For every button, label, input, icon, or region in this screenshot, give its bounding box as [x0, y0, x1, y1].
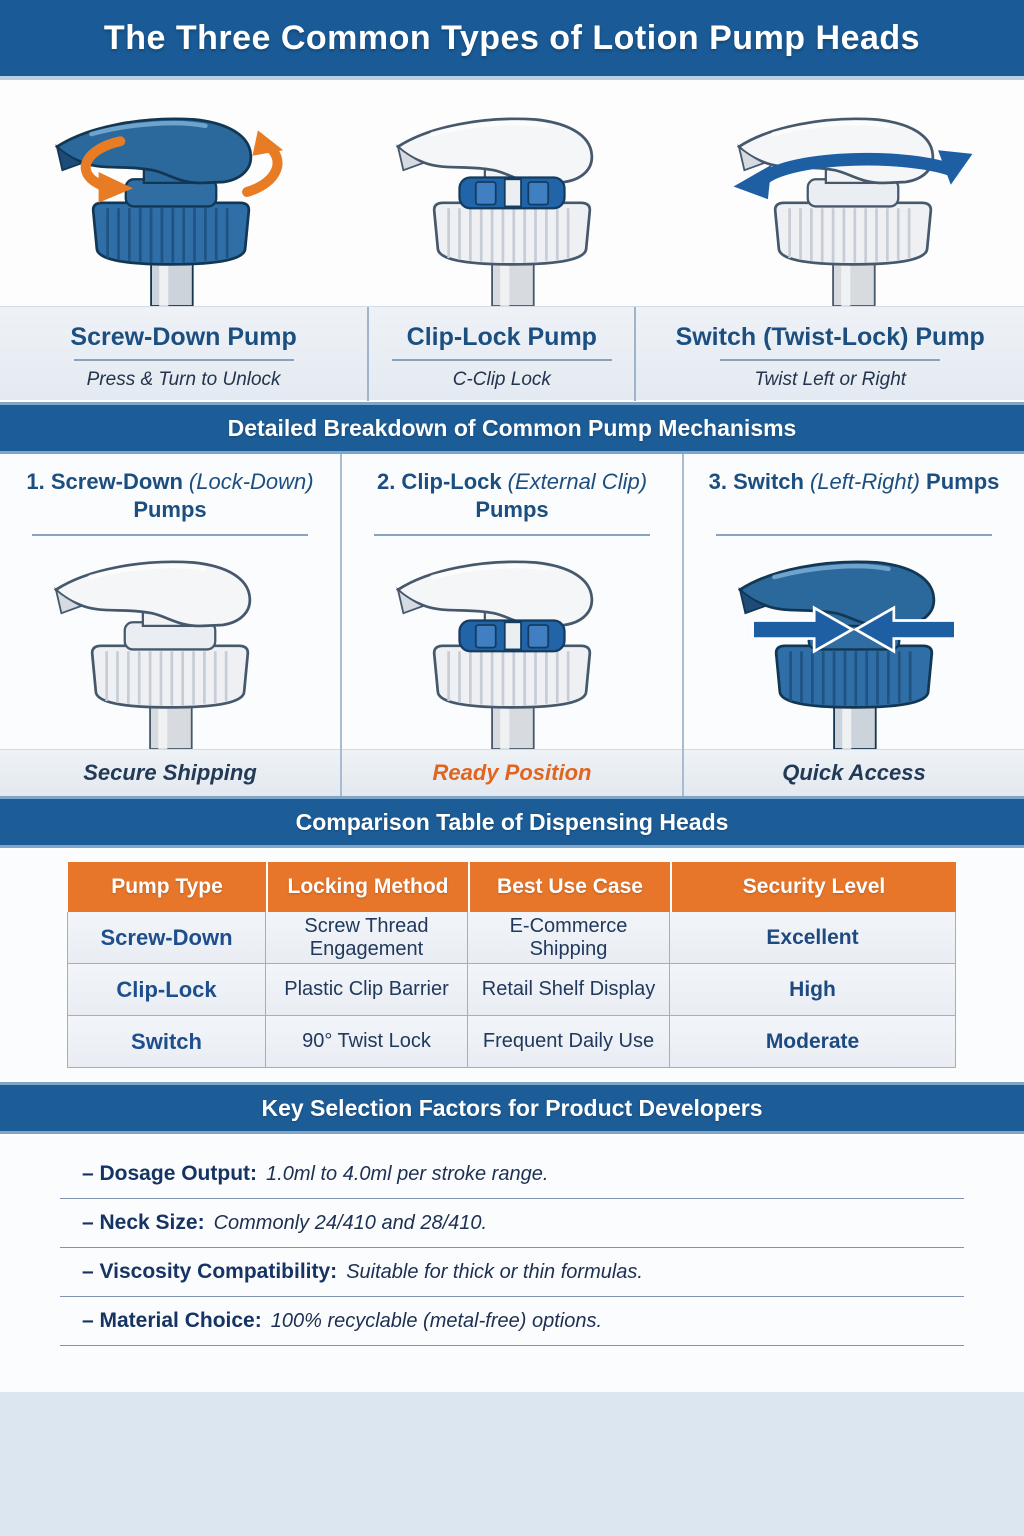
mechanism-heading: [342, 454, 682, 536]
heading-title: 2. Clip-Lock: [376, 469, 502, 494]
table-cell: Switch: [67, 1016, 266, 1068]
factor-label: – Dosage Output:: [82, 1162, 258, 1185]
factor-item: [60, 1199, 964, 1248]
section-header-mechanisms: [0, 402, 1024, 454]
divider: [74, 359, 294, 361]
section-header-factors: [0, 1082, 1024, 1134]
page-title: [0, 0, 1024, 80]
clip-lock-label: [367, 307, 636, 401]
table-cell: Screw-Down: [67, 912, 266, 964]
factor-label: – Viscosity Compatibility:: [82, 1260, 338, 1283]
pump-subtitle: C-Clip Lock: [452, 369, 551, 390]
divider: [392, 359, 612, 361]
ready-pump-figure: [342, 536, 682, 749]
table-cell: E-Commerce Shipping: [467, 912, 670, 964]
column-header: Pump Type: [68, 862, 266, 912]
factor-value: 100% recyclable (metal-free) options.: [270, 1309, 602, 1332]
pump-subtitle: Twist Left or Right: [754, 369, 907, 390]
pump-subtitle: Press & Turn to Unlock: [86, 369, 281, 390]
factor-label: – Neck Size:: [82, 1211, 205, 1234]
heading-title: 3. Switch: [708, 469, 804, 494]
pump-label-row: [0, 306, 1024, 402]
screw-down-pump-figure: [0, 80, 341, 306]
pump-name: Screw-Down Pump: [70, 323, 297, 351]
factor-value: 1.0ml to 4.0ml per stroke range.: [266, 1162, 549, 1185]
column-header: Security Level: [670, 862, 956, 912]
mechanism-screw-down: [0, 454, 340, 796]
heading-title: 1. Screw-Down: [26, 469, 183, 494]
factor-value: Commonly 24/410 and 28/410.: [213, 1211, 488, 1234]
plain-white-pump-icon: [20, 539, 320, 749]
mechanism-detail-row: [0, 454, 1024, 796]
switch-pump-icon: [703, 96, 1003, 306]
pump-name: Clip-Lock Pump: [406, 323, 597, 351]
mechanism-heading-line: [377, 468, 647, 523]
pump-name: Switch (Twist-Lock) Pump: [675, 323, 985, 351]
clip-lock-pump-icon: [362, 539, 662, 749]
table-cell: High: [669, 964, 956, 1016]
screw-down-pump-icon: [21, 96, 321, 306]
column-header: Best Use Case: [468, 862, 670, 912]
section-header-text: Key Selection Factors for Product Developers: [261, 1094, 763, 1121]
heading-suffix: Pumps: [475, 496, 549, 522]
switch-pump-figure: [683, 80, 1024, 306]
switch-label: [636, 307, 1024, 401]
factor-item: [60, 1150, 964, 1199]
heading-suffix: Pumps: [926, 469, 1000, 494]
c-clip-icon: [460, 620, 565, 651]
heading-paren: (Lock-Down): [188, 469, 314, 494]
screw-down-label: [0, 307, 367, 401]
heading-paren: (Left-Right): [809, 469, 921, 494]
factor-value: Suitable for thick or thin formulas.: [346, 1260, 643, 1283]
clip-lock-pump-icon: [362, 96, 662, 306]
factor-label: – Material Choice:: [82, 1309, 262, 1332]
table-cell: Retail Shelf Display: [467, 964, 670, 1016]
section-header-text: Detailed Breakdown of Common Pump Mechanisms: [227, 414, 797, 441]
table-cell: Plastic Clip Barrier: [265, 964, 468, 1016]
table-cell: Frequent Daily Use: [467, 1016, 670, 1068]
table-cell: Moderate: [669, 1016, 956, 1068]
mechanism-caption: Secure Shipping: [0, 749, 340, 796]
comparison-table: [68, 862, 956, 1068]
table-cell: 90° Twist Lock: [265, 1016, 468, 1068]
switch-pump-icon: [704, 539, 1004, 749]
page-title-text: The Three Common Types of Lotion Pump Heads: [103, 18, 921, 57]
mechanism-caption: Quick Access: [684, 749, 1024, 796]
mechanism-heading-line: [709, 468, 1000, 496]
factor-list: [60, 1150, 964, 1346]
mechanism-switch: [682, 454, 1024, 796]
factor-item: [60, 1297, 964, 1346]
mechanism-caption: Ready Position: [342, 749, 682, 796]
pump-illustration-row: [0, 80, 1024, 306]
comparison-grid: [68, 862, 956, 1068]
clip-lock-pump-figure: [341, 80, 682, 306]
secure-pump-figure: [0, 536, 340, 749]
footer-strip: [0, 1392, 1024, 1536]
mechanism-clip-lock: [340, 454, 682, 796]
c-clip-icon: [459, 177, 564, 208]
section-header-comparison: [0, 796, 1024, 848]
table-cell: Clip-Lock: [67, 964, 266, 1016]
quick-access-pump-figure: [684, 536, 1024, 749]
column-header: Locking Method: [266, 862, 468, 912]
divider: [720, 359, 940, 361]
mechanism-heading: [0, 454, 340, 536]
table-cell: Screw Thread Engagement: [265, 912, 468, 964]
mechanism-heading-line: [26, 468, 313, 523]
mechanism-heading: [684, 454, 1024, 536]
heading-paren: (External Clip): [507, 469, 648, 494]
heading-suffix: Pumps: [133, 496, 207, 522]
section-header-text: Comparison Table of Dispensing Heads: [295, 808, 729, 835]
table-cell: Excellent: [669, 912, 956, 964]
factor-item: [60, 1248, 964, 1297]
